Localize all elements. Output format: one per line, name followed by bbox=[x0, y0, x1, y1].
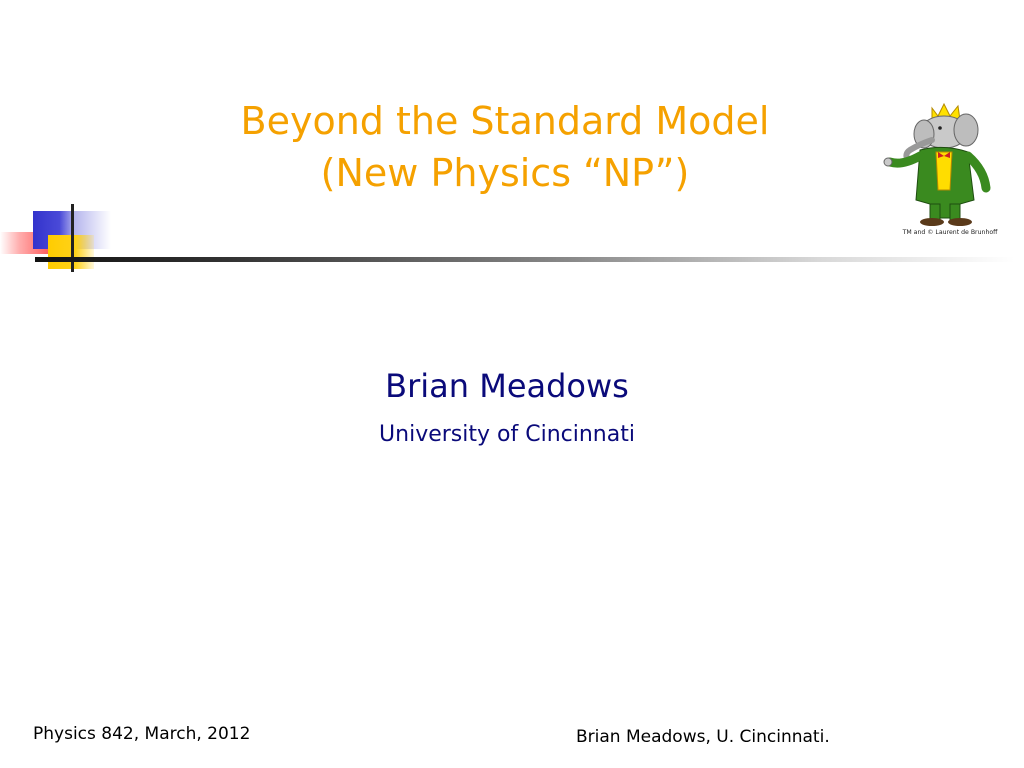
elephant-mascot-icon bbox=[880, 100, 1020, 240]
footer-course-date: Physics 842, March, 2012 bbox=[33, 724, 251, 744]
author-name: Brian Meadows bbox=[385, 367, 629, 405]
footer-author: Brian Meadows, U. Cincinnati. bbox=[576, 727, 830, 747]
title-divider-line bbox=[35, 257, 1015, 262]
slide-title-line1: Beyond the Standard Model bbox=[240, 99, 770, 143]
slide-title bbox=[140, 95, 870, 199]
mascot-caption: TM and © Laurent de Brunhoff bbox=[902, 229, 998, 236]
slide-title-line2: (New Physics “NP”) bbox=[320, 151, 690, 195]
author-affiliation: University of Cincinnati bbox=[379, 422, 635, 447]
